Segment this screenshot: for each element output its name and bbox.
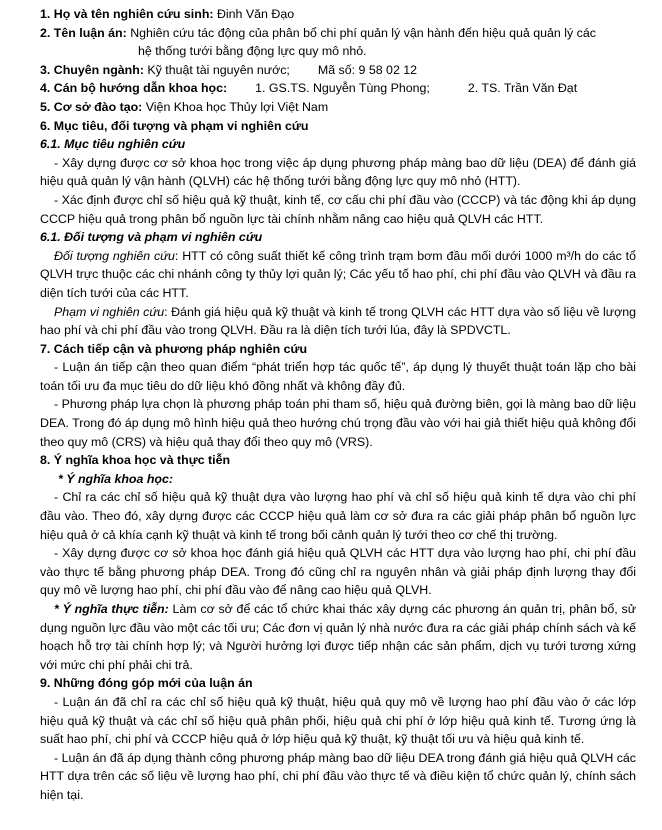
item-1-label: 1. Họ và tên nghiên cứu sinh:	[40, 7, 214, 21]
item-4-supervisor-1: 1. GS.TS. Nguyễn Tùng Phong;	[255, 81, 430, 96]
item-2-value: Nghiên cứu tác động của phân bổ chi phí quản lý vận hành đến hiệu quả quản lý các	[126, 25, 596, 40]
object-text: : HTT có công suất thiết kế công trình trạm bơm đầu mối dưới 1000 m³/h do các tổ QLVH trực thuộc các chi nhánh công ty thủy lợi quản lý; Các yếu tố hao phí, chi phí đầu vào QLVH và đầu ra diện tích tưới của các HTT.	[40, 248, 636, 300]
item-2-value-2: hệ thống tưới bằng động lực quy mô nhỏ.	[138, 44, 367, 59]
item-3-value: Kỹ thuật tài nguyên nước;	[143, 62, 290, 77]
section-6-1-heading: 6.1. Mục tiêu nghiên cứu	[40, 137, 186, 152]
section-7-heading: 7. Cách tiếp cận và phương pháp nghiên cứu	[40, 341, 308, 356]
section-9-heading: 9. Những đóng góp mới của luận án	[40, 676, 253, 691]
section-6-1b-object	[40, 247, 636, 303]
section-7-para-2: - Phương pháp lựa chọn là phương pháp toán phi tham số, hiệu quả đường biên, gọi là màng bao dữ liệu DEA. Trong đó áp dụng mô hình hiệu quả theo hướng chú trọng đầu vào với hai giả thiết hiệu quả không đổi theo quy mô (CRS) và hiệu quả thay đổi theo quy mô (VRS).	[40, 397, 636, 449]
item-3-label: 3. Chuyên ngành:	[40, 62, 144, 77]
item-5-value: Viện Khoa học Thủy lợi Việt Nam	[142, 99, 329, 114]
item-6-heading: 6. Mục tiêu, đối tượng và phạm vi nghiên cứu	[40, 118, 309, 133]
item-2-continuation	[40, 42, 636, 61]
item-5-label: 5. Cơ sở đào tạo:	[40, 99, 143, 114]
section-6-1b-heading: 6.1. Đối tượng và phạm vi nghiên cứu	[40, 230, 263, 245]
practice-text: Làm cơ sở để các tổ chức khai thác xây dựng các phương án quản trị, phân bổ, sử dụng nguồn lực đầu vào một các tối ưu; Các đơn vị quản lý nhà nước đưa ra các giải pháp chính sách và kế hoạch hỗ trợ tài chính hợp lý; và Người hưởng lợi được tiếp nhận các sản phẩm, dịch vụ tưới tương xứng với mức chi phí phải chi trả.	[40, 602, 637, 672]
section-8-para-2: - Xây dựng được cơ sở khoa học đánh giá hiệu quả QLVH các HTT dựa vào lượng hao phí, chi phí đầu vào thực tế bằng phương pháp DEA. Trong đó cũng chỉ ra nguyên nhân và giải pháp định lượng thay đổi quy mô về lượng hao phí, chi phí đầu vào để nâng cao hiệu quả QLVH.	[40, 546, 636, 598]
section-9-para-1: - Luận án đã chỉ ra các chỉ số hiệu quả kỹ thuật, hiệu quả quy mô về lượng hao phí đầu vào ở các lớp hiệu quả kỹ thuật và các chỉ số hiệu quả phân phối, hiệu quả chi phí ở lớp hiệu quả kinh tế. Tương ứng là suất hao phí, chi phí và CCCP hiệu quả ở lớp hiệu quả kỹ thuật, kỹ thuật tối ưu và hiệu quả kinh tế.	[40, 694, 636, 747]
item-4-supervisor-2: 2. TS. Trần Văn Đạt	[467, 81, 578, 96]
section-8-heading: 8. Ý nghĩa khoa học và thực tiễn	[40, 453, 231, 468]
section-6-1-para-1: - Xây dựng được cơ sở khoa học trong việc áp dụng phương pháp màng bao dữ liệu (DEA) để đánh giá hiệu quả quản lý vận hành (QLVH) các hệ thống tưới bằng động lực quy mô nhỏ (HTT).	[40, 155, 636, 189]
item-3-code: Mã số: 9 58 02 12	[317, 62, 418, 77]
item-1	[40, 5, 636, 24]
item-1-value: Đinh Văn Đạo	[213, 7, 295, 21]
item-4	[40, 79, 636, 98]
object-label: Đối tượng nghiên cứu	[54, 248, 175, 263]
section-8-para-1: - Chỉ ra các chỉ số hiệu quả kỹ thuật dựa vào lượng hao phí và chỉ số hiệu quả kinh tế dựa vào chi phí đầu vào. Theo đó, xây dựng được các CCCP hiệu quả làm cơ sở đưa ra các giải pháp phân bổ nguồn lực hiệu quả ở cả khía cạnh kỹ thuật và kinh tế trong bối cảnh quản lý tưới theo cơ chế thị trường.	[40, 490, 636, 542]
scope-label: Phạm vi nghiên cứu	[54, 304, 165, 319]
item-2	[40, 24, 636, 43]
item-5	[40, 98, 636, 117]
item-3	[40, 61, 636, 80]
section-6-1-para-2: - Xác định được chỉ số hiệu quả kỹ thuật, kinh tế, cơ cấu chi phí đầu vào (CCCP) và tác động khi áp dụng CCCP hiệu quả trong phân bổ nguồn lực tài chính nhằm nâng cao hiệu quả QLVH các HTT.	[40, 192, 636, 226]
item-4-label: 4. Cán bộ hướng dẫn khoa học:	[40, 81, 228, 96]
scope-text: : Đánh giá hiệu quả kỹ thuật và kinh tế trong QLVH các HTT dựa vào số liệu về lượng hao phí và chi phí đầu vào trong QLVH. Đầu ra là diện tích tưới lúa, đây là SPDVCTL.	[40, 304, 636, 338]
item-2-label: 2. Tên luận án:	[40, 25, 127, 40]
section-7-para-1: - Luận án tiếp cận theo quan điểm “phát triển hợp tác quốc tế”, áp dụng lý thuyết thuật toán lặp cho bài toán tối ưu đa mục tiêu do dữ liệu khó đồng nhất và không đầy đủ.	[40, 360, 636, 393]
section-9-para-2: - Luận án đã áp dụng thành công phương pháp màng bao dữ liệu DEA trong đánh giá hiệu quả QLVH các HTT dựa trên các số liệu về lượng hao phí, chi phí đầu vào thực tế và điều kiện tổ chức quản lý, chính sách hiện tại.	[40, 750, 636, 802]
section-6-1b-scope	[40, 303, 636, 340]
practice-heading: * Ý nghĩa thực tiễn:	[54, 602, 169, 616]
section-8-science-heading: * Ý nghĩa khoa học:	[58, 471, 173, 486]
section-8-practice	[40, 600, 636, 674]
